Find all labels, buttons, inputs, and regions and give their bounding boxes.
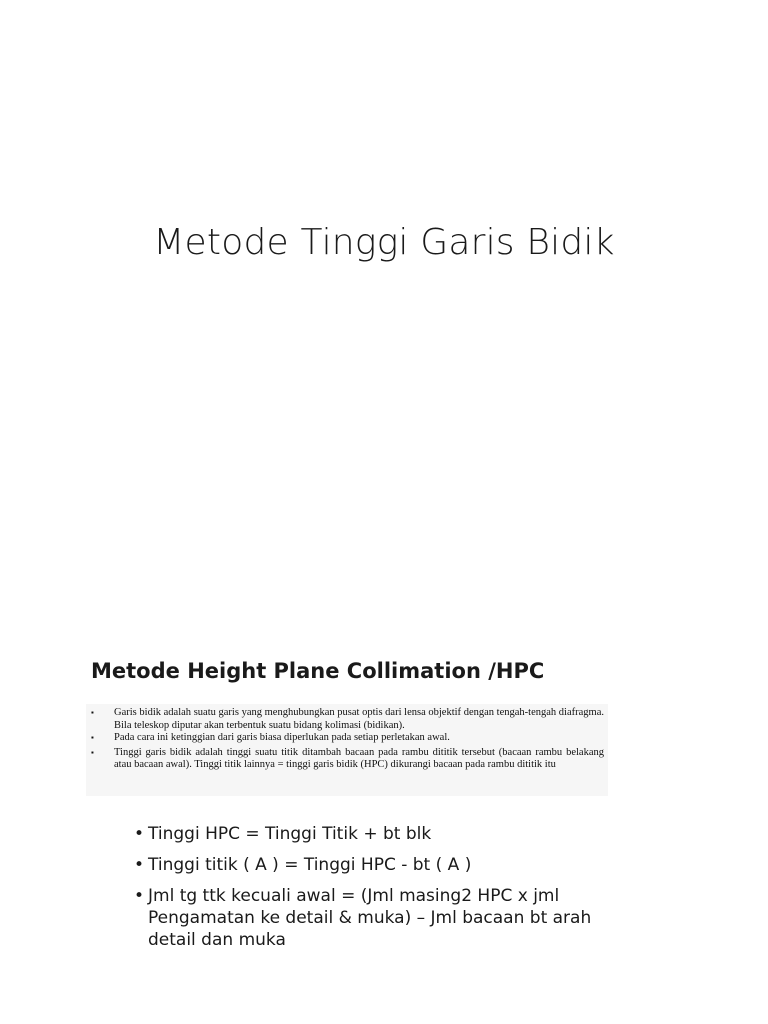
slide-title: Metode Tinggi Garis Bidik xyxy=(153,222,615,263)
list-item xyxy=(134,854,604,876)
formula-bullet-list xyxy=(134,823,604,960)
scanned-list-item xyxy=(86,747,608,772)
bullet-icon: • xyxy=(134,855,145,875)
square-bullet-icon: ▪ xyxy=(91,708,94,717)
list-item xyxy=(134,885,604,951)
list-item xyxy=(134,823,604,845)
list-item-text: Tinggi titik ( A ) = Tinggi HPC - bt ( A ) xyxy=(148,855,472,875)
square-bullet-icon: ▪ xyxy=(91,733,94,742)
square-bullet-icon: ▪ xyxy=(91,747,94,757)
bullet-icon: • xyxy=(134,824,145,844)
bullet-icon: • xyxy=(134,886,145,906)
scanned-bullet-list xyxy=(86,704,608,772)
scanned-list-item xyxy=(86,732,608,745)
scanned-item-text: Garis bidik adalah suatu garis yang menghubungkan pusat optis dari lensa objektif dengan tengah-tengah diafragma. Bila teleskop diputar akan terbentuk suatu bidang kolimasi (bidikan). xyxy=(114,707,604,731)
scanned-item-text: Pada cara ini ketinggian dari garis biasa diperlukan pada setiap perletakan awal. xyxy=(114,732,450,743)
list-item-text: Tinggi HPC = Tinggi Titik + bt blk xyxy=(148,824,432,844)
list-item-text: Jml tg ttk kecuali awal = (Jml masing2 HPC x jml Pengamatan ke detail & muka) – Jml bacaan bt arah detail dan muka xyxy=(148,886,592,950)
scanned-text-excerpt xyxy=(86,704,608,796)
section-heading: Metode Height Plane Collimation /HPC xyxy=(91,659,545,683)
scanned-item-text: Tinggi garis bidik adalah tinggi suatu titik ditambah bacaan pada rambu dititik tersebut (bacaan rambu belakang atau bacaan awal). Tinggi titik lainnya = tinggi garis bidik (HPC) dikurangi bacaan pada rambu dititik itu xyxy=(114,746,604,770)
scanned-list-item xyxy=(86,707,608,732)
